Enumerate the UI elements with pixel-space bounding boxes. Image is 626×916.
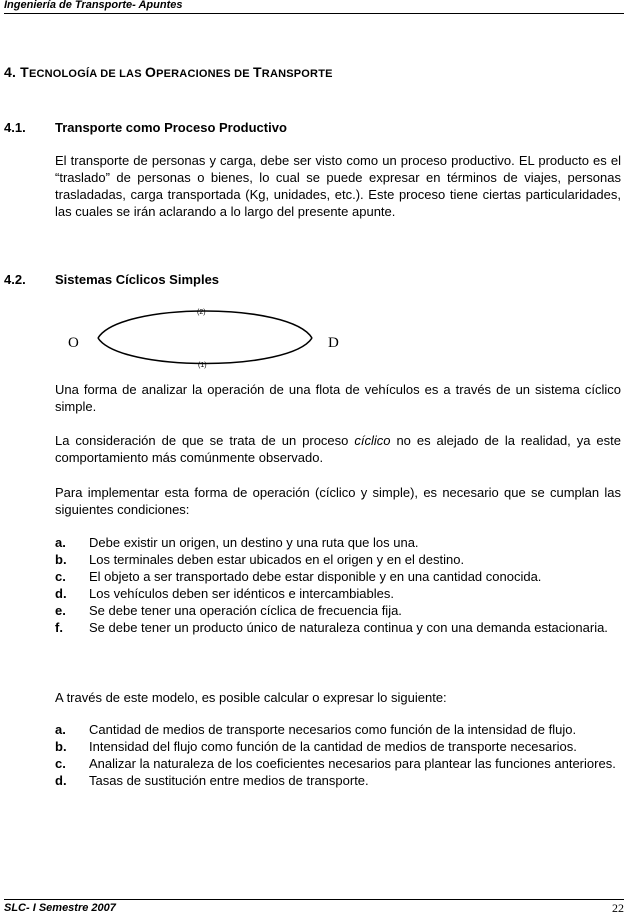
section-1-number: 4.1. [4,120,26,135]
list-item-label: c. [55,756,66,771]
list-item-text: Debe existir un origen, un destino y una ruta que los una. [89,535,419,550]
list-item-text: Los terminales deben estar ubicados en el origen y en el destino. [89,552,465,567]
origin-node: O [68,335,79,351]
p2-after: no es alejado de la realidad, ya este comportamiento más comúnmente observado. [55,433,621,465]
list-item [55,551,621,568]
list-item-label: f. [55,620,63,635]
chapter-rest-3: RANSPORTE [261,68,333,80]
chapter-cap-2: O [145,64,157,80]
page-number: 22 [612,901,624,915]
lower-route-label: (1) [198,362,207,369]
list-item-text: Intensidad del flujo como función de la cantidad de medios de transporte necesarios. [89,739,577,754]
section-2-title: Sistemas Cíclicos Simples [55,272,220,287]
chapter-cap-1: T [20,64,29,80]
section-1-title: Transporte como Proceso Productivo [55,120,287,135]
list-item [55,738,621,755]
p2-italic: cíclico [354,433,391,448]
chapter-title [4,64,333,80]
section-2-paragraph-2 [55,432,621,466]
chapter-rest-2: PERACIONES DE [156,68,254,80]
list-item-label: d. [55,586,67,601]
section-2-paragraph-3: Para implementar esta forma de operación (cíclico y simple), es necesario que se cumplan las siguientes condiciones: [55,485,621,517]
list-item [55,721,621,738]
list-item [55,585,621,602]
list-item-text: El objeto a ser transportado debe estar disponible y en una cantidad conocida. [89,569,542,584]
chapter-cap-3: T [253,64,262,80]
section-1-heading [4,120,287,135]
section-1-paragraph: El transporte de personas y carga, debe ser visto como un proceso productivo. EL producto es el “traslado” de personas o bienes, lo cual se puede expresar en términos de viajes, personas trasladadas, carga transportada (Kg, unidades, etc.). Este proceso tiene ciertas particularidades, las cuales se irán aclarando a lo largo del presente apunte. [55,153,621,219]
list-item-text: Tasas de sustitución entre medios de transporte. [89,773,369,788]
route-arc-lower [98,338,312,364]
list-item-text: Los vehículos deben ser idénticos e intercambiables. [89,586,394,601]
cycle-diagram [60,306,360,372]
destination-node: D [328,335,339,351]
list-item [55,534,621,551]
conditions-list [55,534,621,636]
list-item-label: c. [55,569,66,584]
section-2-number: 4.2. [4,272,26,287]
list-item-label: a. [55,722,66,737]
list-item-text: Se debe tener un producto único de naturaleza continua y con una demanda estacionaria. [89,620,608,635]
list-item [55,772,621,789]
section-2-heading [4,272,219,287]
list-item [55,755,621,772]
list-item-label: e. [55,603,66,618]
list-item-label: b. [55,739,67,754]
section-2-paragraph-1: Una forma de analizar la operación de una flota de vehículos es a través de un sistema cíclico simple. [55,382,621,414]
list-item-text: Analizar la naturaleza de los coeficientes necesarios para plantear las funciones anteriores. [89,756,616,771]
page-footer [4,899,624,916]
footer-semester: SLC- I Semestre 2007 [4,902,116,914]
chapter-rest-1: ECNOLOGÍA DE LAS [28,68,145,80]
header-title: Ingeniería de Transporte- Apuntes [4,0,183,11]
list-item [55,602,621,619]
calculations-list [55,721,621,789]
p2-before: La consideración de que se trata de un proceso [55,433,355,448]
list-item-label: a. [55,535,66,550]
section-2-paragraph-4: A través de este modelo, es posible calcular o expresar lo siguiente: [55,690,447,705]
list-item-label: b. [55,552,67,567]
upper-route-label: (2) [197,309,206,316]
list-item [55,619,621,636]
list-item-label: d. [55,773,67,788]
list-item [55,568,621,585]
chapter-number: 4. [4,64,17,80]
page-header [4,0,624,14]
list-item-text: Cantidad de medios de transporte necesarios como función de la intensidad de flujo. [89,722,577,737]
list-item-text: Se debe tener una operación cíclica de frecuencia fija. [89,603,402,618]
